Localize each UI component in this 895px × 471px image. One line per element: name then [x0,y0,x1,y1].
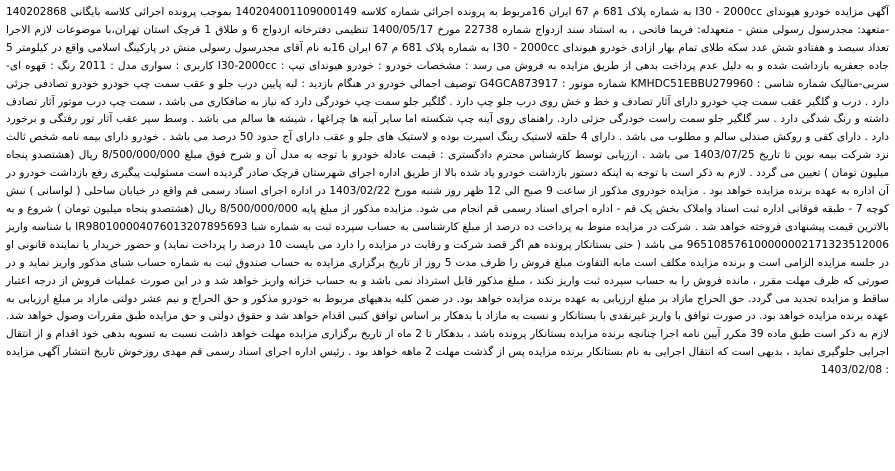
notice-body-text: آگهی مزایده خودرو هیوندای I30 - 2000cc به شماره پلاک 681 م 67 ایران 16مربوط به پرونده اجرائی شماره کلاسه 140204001109000149 بموجب پرونده اجرائی کلاسه بایگانی 140202868 -متعهد: مجدرسول رسولی منش - متعهدله: فریما فاتحی ، به استناد سند ازدواج شماره 22738 مورخ 1400/05/17 تنظیمی دفترخانه ازدواج 6 و طلاق 1 قرچک استان تهران،با موضوعات لازم الاجرا تعداد سیصد و هفتادو شش عدد سکه طلای تمام بهار ازادی خودرو هیوندای I30 - 2000cc به شماره پلاک 681 م 67 ایران 16به نام آقای مجدرسول رسولی منش در پارکینگ اسلامی واقع در کیلومتر 5 جاده جعفریه بازداشت شده و به دلیل عدم پرداخت بدهی از طریق مزایده به فروش می رسد : مشخصات خودرو : خودرو هیوندای تیپ : I30-2000cc کاربری : سواری مدل : 2011 رنگ : قهوه ای-سربی-متالیک شماره شاسی : KMHDC51EBBU279960 شماره موتور : G4GCA873917 توصیف اجمالی خودرو در هنگام بازدید : لبه پایین درب جلو و عقب سمت چپ خودرو خودرو تصادفی جزئی دارد . درب و گلگیر عقب سمت چپ خودرو دارای آثار تصادف و خط و خش روی درب جلو چپ دارد . گلگیر جلو سمت چپ خودرگی دارد که نیاز به صافکاری می باشد ، سمت چپ درب موتور آثار تصادف داشته و رنگ شدگی دارد . سر گلگیر جلو سمت راست خودرگی جزئی دارد. راهنمای روی آینه چپ شکسته اما سایر آینه ها چراغها ، شیشه ها سالم می باشد . وسط سپر عقب آثار تور رفتگی و برخورد دارد . دارای کفی و روکش صندلی سالم و مطلوب می باشد . دارای 4 حلقه لاستیک رینگ اسپرت بوده و لاستیک های جلو و عقب دارای آج حدود 50 درصد می باشد . خودرو دارای بیمه نامه شخص ثالث نزد شرکت بیمه نوین تا تاریخ 1403/07/25 می باشد . ارزیابی توسط کارشناس محترم دادگستری : قیمت عادله خودرو با توجه به مدل آن و شرح فوق مبلغ 8/500/000/000 ریال (هشتصدو پنجاه میلیون تومان ) تعیین می گردد . لازم به ذکر است با توجه به اینکه دستور بازداشت خودرو یاد شده بالا از طریق اداره اجرای شهرستان قرچک صادر گردیده است مسئولیت پیگیری رفع بازداشت خودرو در آن اداره به عهده برنده مزایده خواهد بود . مزایده خودروی مذکور از ساعت 9 صبح الی 12 ظهر روز شنبه مورخ 1403/02/22 در اداره اجرای اسناد رسمی قم واقع در خیابان ساحلی ( لواسانی ) نبش کوچه 7 - طبقه فوقانی اداره ثبت اسناد واملاک بخش یک قم - اداره اجرای اسناد رسمی قم انجام می شود. مزایده مذکور از مبلغ پایه 8/500/000/000 ریال (هشتصدو پنجاه میلیون تومان ) شروع و به بالاترین قیمت پیشنهادی فروخته خواهد شد . شرکت در مزایده منوط به پرداخت ده درصد از مبلغ کارشناسی به حساب سپرده ثبت به شماره شبا IR980100004076013207895693 با شناسه واریز 965108576100000002171323512006 می باشد ( حتی بستانکار پرونده هم اگر قصد شرکت و رقابت در مزایده را دارد می بایست 10 درصد را پرداخت نماید) و حضور خریدار یا نماینده قانونی او در جلسه مزایده الزامی است و برنده مزایده مکلف است مابه التفاوت مبلغ فروش را ظرف مدت 5 روز از تاریخ برگزاری مزایده به حساب صندوق ثبت به شماره حساب شبای مذکور واریز نماید و در صورتی که ظرف مهلت مقرر ، مانده فروش را به حساب سپرده ثبت واریز نکند ، مبلغ مذکور قابل استرداد نمی باشد و به حساب خزانه واریز خواهد شد و در این صورت عملیات فروش از درجه اعتبار ساقط و مزایده تجدید می گردد. حق الحراج مازاد بر مبلغ ارزیابی به عهده برنده مزایده خواهد بود. در ضمن کلیه بدهیهای مربوط به خودرو مذکور و حق الحراج و نیم عشر دولتی مازاد بر مبلغ ارزیابی به عهده برنده مزایده خواهد بود. در صورت توافق با واریز غیرنقدی با بستانکار و نسبت به مازاد با بدهکار بر اساس توافق کتبی اقدام خواهد شد و حقوق دولتی و حق مزایده طبق مقررات وصول خواهد شد. لازم به ذکر است طبق ماده 39 مکرر آیین نامه اجرا چنانچه برنده مزایده بستانکار پرونده باشد ، بدهکار تا 2 ماه از تاریخ برگزاری مزایده مهلت خواهد داشت نسبت به تسویه بدهی خود اقدام و از انتقال اجرایی جلوگیری نماید ، بدیهی است که انتقال اجرایی به نام بستانکار برنده مزایده پس از گذشت مهلت 2 ماهه خواهد بود . رئیس اداره اجرای اسناد رسمی قم مهدی روزخوش تاریخ انتشار آگهی مزایده : 1403/02/08 [6,6,890,377]
